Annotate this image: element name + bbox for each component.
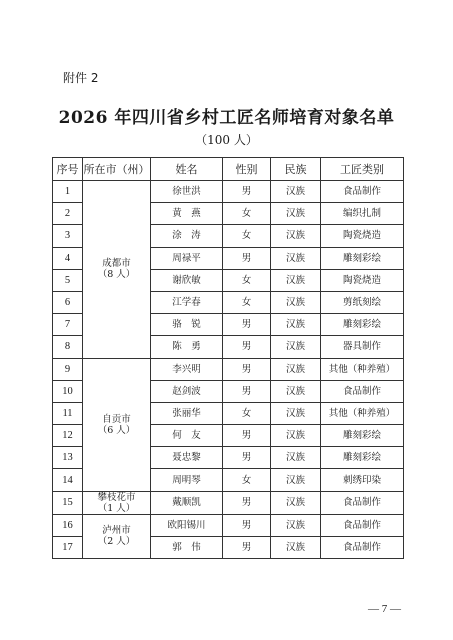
person-name: 陈 勇 [151, 336, 223, 358]
gender: 男 [223, 425, 271, 447]
person-name: 黄 燕 [151, 203, 223, 225]
city-cell [83, 181, 151, 359]
table-row [53, 181, 404, 203]
row-number: 5 [53, 269, 83, 291]
ethnicity: 汉族 [271, 447, 321, 469]
city-count: （8 人） [97, 269, 136, 281]
person-name: 何 友 [151, 425, 223, 447]
person-name: 戴顺凯 [151, 491, 223, 514]
gender: 男 [223, 491, 271, 514]
header-number: 序号 [53, 158, 83, 181]
city-name: 成都市 [102, 258, 131, 270]
person-name: 聂忠黎 [151, 447, 223, 469]
table-body [53, 181, 404, 559]
header-category: 工匠类别 [321, 158, 404, 181]
gender: 男 [223, 358, 271, 380]
header-city: 所在市（州） [83, 158, 151, 181]
ethnicity: 汉族 [271, 269, 321, 291]
craft-category: 器具制作 [321, 336, 404, 358]
row-number: 7 [53, 314, 83, 336]
attachment-label: 附件 2 [63, 71, 99, 85]
row-number: 6 [53, 291, 83, 313]
city-name: 自贡市 [102, 413, 131, 425]
ethnicity: 汉族 [271, 380, 321, 402]
craft-category: 陶瓷烧造 [321, 269, 404, 291]
row-number: 16 [53, 514, 83, 536]
ethnicity: 汉族 [271, 469, 321, 491]
row-number: 8 [53, 336, 83, 358]
row-number: 13 [53, 447, 83, 469]
table-header-row [53, 158, 404, 181]
gender: 男 [223, 514, 271, 536]
person-name: 谢欣敏 [151, 269, 223, 291]
ethnicity: 汉族 [271, 358, 321, 380]
city-count: （1 人） [97, 502, 136, 514]
person-name: 欧阳锡川 [151, 514, 223, 536]
craft-category: 雕刻彩绘 [321, 425, 404, 447]
person-name: 赵剑波 [151, 380, 223, 402]
ethnicity: 汉族 [271, 491, 321, 514]
page-number: — 7 — [368, 603, 401, 615]
row-number: 9 [53, 358, 83, 380]
city-count: （6 人） [97, 424, 136, 436]
person-name: 骆 锐 [151, 314, 223, 336]
craft-category: 剪纸刻绘 [321, 291, 404, 313]
row-number: 1 [53, 181, 83, 203]
ethnicity: 汉族 [271, 225, 321, 247]
ethnicity: 汉族 [271, 203, 321, 225]
table-row [53, 514, 404, 536]
craft-category: 刺绣印染 [321, 469, 404, 491]
ethnicity: 汉族 [271, 247, 321, 269]
gender: 男 [223, 314, 271, 336]
craft-category: 其他（种养殖） [321, 358, 404, 380]
craft-category: 编织扎制 [321, 203, 404, 225]
person-name: 徐世洪 [151, 181, 223, 203]
gender: 男 [223, 181, 271, 203]
row-number: 14 [53, 469, 83, 491]
craft-category: 其他（种养殖） [321, 402, 404, 424]
header-ethnicity: 民族 [271, 158, 321, 181]
city-cell [83, 491, 151, 514]
gender: 男 [223, 247, 271, 269]
craft-category: 食品制作 [321, 380, 404, 402]
person-name: 江学春 [151, 291, 223, 313]
craft-category: 雕刻彩绘 [321, 447, 404, 469]
city-count: （2 人） [97, 536, 136, 548]
person-name: 涂 涛 [151, 225, 223, 247]
row-number: 4 [53, 247, 83, 269]
gender: 女 [223, 469, 271, 491]
document-title: 2026 年四川省乡村工匠名师培育对象名单 [58, 108, 395, 128]
gender: 女 [223, 291, 271, 313]
city-name: 攀枝花市 [97, 491, 136, 503]
craft-category: 陶瓷烧造 [321, 225, 404, 247]
craft-category: 雕刻彩绘 [321, 247, 404, 269]
craft-category: 食品制作 [321, 536, 404, 558]
gender: 女 [223, 269, 271, 291]
row-number: 12 [53, 425, 83, 447]
ethnicity: 汉族 [271, 425, 321, 447]
header-name: 姓名 [151, 158, 223, 181]
gender: 女 [223, 402, 271, 424]
ethnicity: 汉族 [271, 314, 321, 336]
craft-category: 食品制作 [321, 514, 404, 536]
craft-category: 食品制作 [321, 491, 404, 514]
row-number: 2 [53, 203, 83, 225]
ethnicity: 汉族 [271, 514, 321, 536]
person-name: 周明琴 [151, 469, 223, 491]
header-gender: 性别 [223, 158, 271, 181]
gender: 男 [223, 380, 271, 402]
person-name: 李兴明 [151, 358, 223, 380]
gender: 男 [223, 536, 271, 558]
roster-table [52, 157, 404, 559]
city-cell [83, 514, 151, 558]
row-number: 11 [53, 402, 83, 424]
ethnicity: 汉族 [271, 181, 321, 203]
ethnicity: 汉族 [271, 402, 321, 424]
city-cell [83, 358, 151, 491]
city-name: 泸州市 [102, 525, 131, 537]
ethnicity: 汉族 [271, 536, 321, 558]
table-row [53, 491, 404, 514]
person-name: 周禄平 [151, 247, 223, 269]
person-name: 张丽华 [151, 402, 223, 424]
gender: 女 [223, 225, 271, 247]
ethnicity: 汉族 [271, 336, 321, 358]
row-number: 17 [53, 536, 83, 558]
gender: 男 [223, 336, 271, 358]
row-number: 15 [53, 491, 83, 514]
craft-category: 食品制作 [321, 181, 404, 203]
row-number: 3 [53, 225, 83, 247]
row-number: 10 [53, 380, 83, 402]
person-name: 郭 伟 [151, 536, 223, 558]
ethnicity: 汉族 [271, 291, 321, 313]
table-row [53, 358, 404, 380]
craft-category: 雕刻彩绘 [321, 314, 404, 336]
gender: 男 [223, 447, 271, 469]
gender: 女 [223, 203, 271, 225]
document-subtitle: （100 人） [195, 133, 258, 147]
